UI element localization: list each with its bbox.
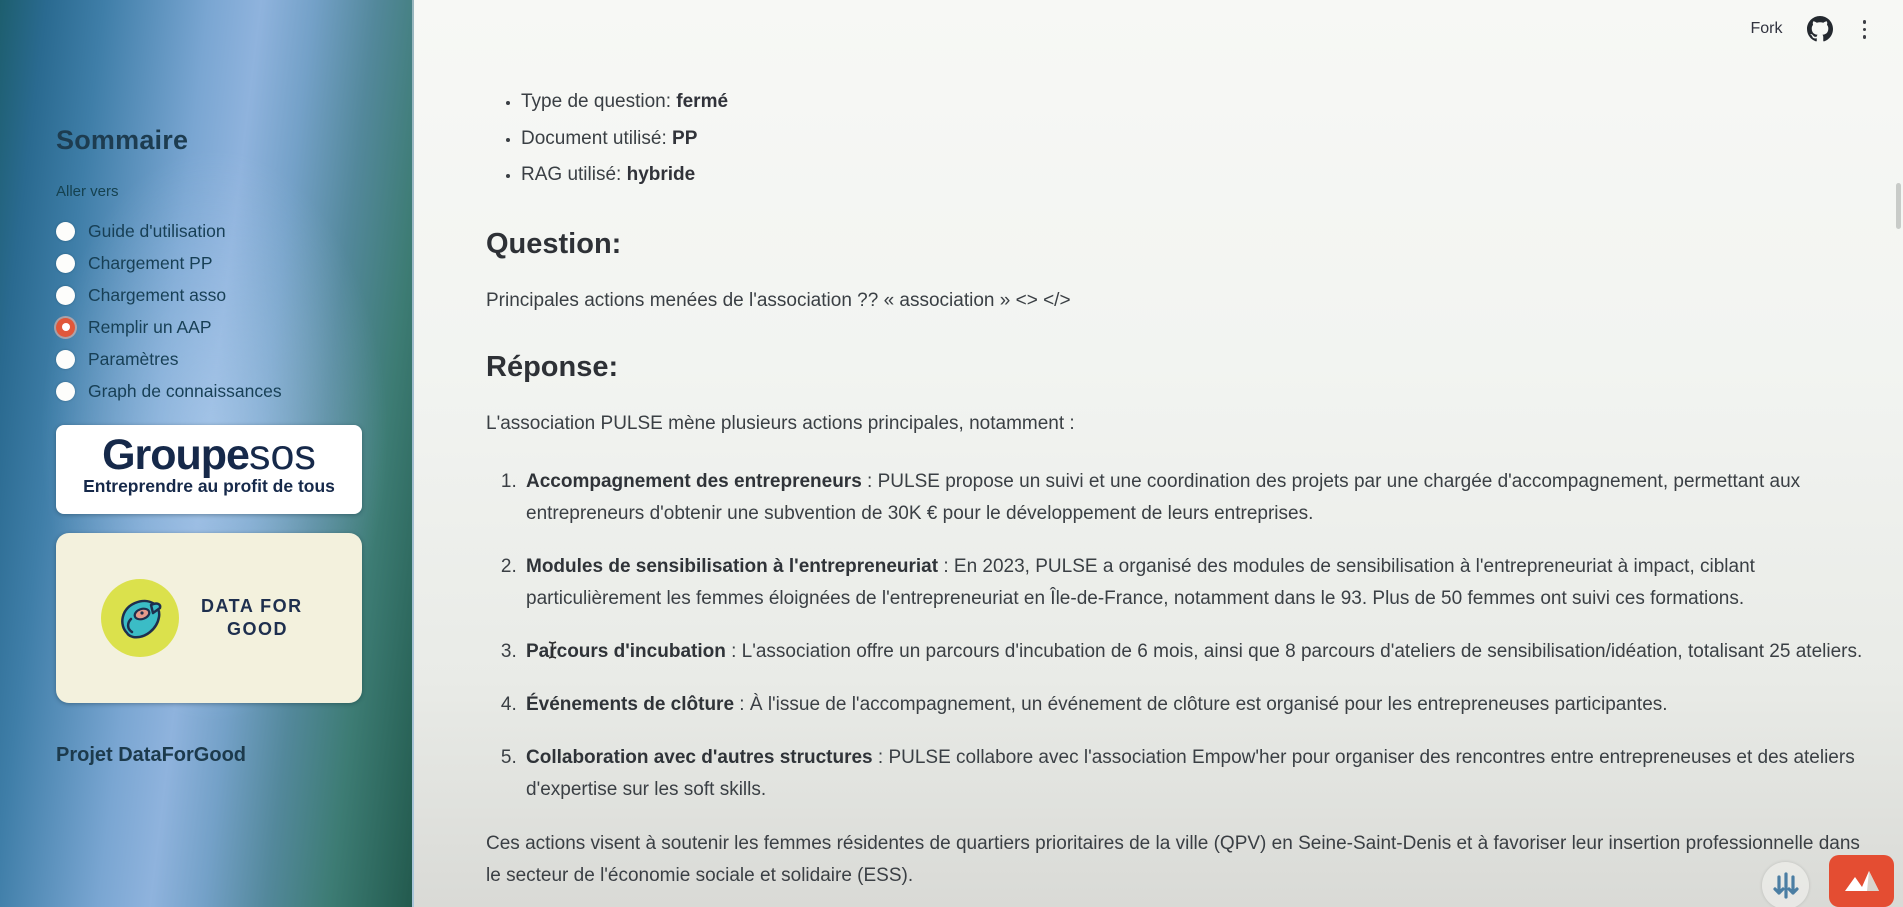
answer-list — [486, 466, 1871, 806]
answer-item-title: Accompagnement des entrepreneurs — [526, 470, 862, 492]
answer-item-4 — [522, 689, 1871, 721]
streamlit-badge-icon[interactable] — [1829, 855, 1894, 907]
answer-item-text: : En 2023, PULSE a organisé des modules de sensibilisation à l'entrepreneuriat à impact, ciblant particulièrement les femmes éloignées de l'entrepreneuriat en Île-de-France, notamment dans le 93. Plus de 50 femmes ont suivi ces formations. — [526, 555, 1755, 609]
sidebar-item-graph-de-connaissances[interactable] — [56, 375, 412, 407]
radio-group-label: Aller vers — [56, 183, 119, 200]
groupesos-name-light: sos — [248, 431, 316, 479]
dataforgood-bird-icon — [101, 579, 179, 657]
fork-button[interactable]: Fork — [1750, 20, 1783, 38]
answer-item-5 — [522, 742, 1871, 806]
answer-item-text: : À l'issue de l'accompagnement, un événement de clôture est organisé pour les entrepreneuses participantes. — [734, 693, 1668, 715]
sidebar-item-remplir-un-aap[interactable] — [56, 311, 412, 343]
meta-value: PP — [672, 127, 698, 149]
sidebar-item-guide-dutilisation[interactable] — [56, 215, 412, 247]
answer-item-text: : PULSE collabore avec l'association Empow'her pour organiser des rencontres entre entrepreneuses et des ateliers d'expertise sur les soft skills. — [526, 746, 1855, 800]
dataforgood-wordmark — [201, 595, 303, 641]
radio-icon[interactable] — [56, 286, 75, 305]
question-text: Principales actions menées de l'association ?? « association » <> </> — [486, 289, 1071, 311]
sidebar-item-label: Graph de connaissances — [88, 380, 282, 401]
radio-icon[interactable] — [56, 382, 75, 401]
overflow-menu-icon[interactable] — [1857, 16, 1873, 43]
question-meta-list — [486, 84, 1871, 194]
answer-heading: Réponse: — [486, 350, 619, 383]
answer-item-title: Événements de clôture — [526, 693, 735, 715]
sidebar-item-chargement-pp[interactable] — [56, 247, 412, 279]
meta-label: Document utilisé: — [521, 127, 673, 149]
app-toolbar — [1751, 16, 1873, 43]
answer-item-title: Parcours d'incubation — [526, 640, 726, 662]
answer-item-2 — [522, 551, 1871, 615]
dataforgood-line2: GOOD — [227, 619, 289, 639]
sidebar-item-label: Paramètres — [88, 348, 179, 369]
answer-item-3 — [522, 636, 1871, 668]
sidebar-item-label: Guide d'utilisation — [88, 220, 226, 241]
answer-intro: L'association PULSE mène plusieurs actions principales, notamment : — [486, 412, 1075, 434]
groupesos-logo-wordmark — [56, 431, 362, 479]
radio-icon[interactable] — [56, 222, 75, 241]
groupesos-tagline: Entreprendre au profit de tous — [83, 476, 335, 496]
groupesos-name-bold: Groupe — [102, 431, 249, 479]
answer-item-title: Collaboration avec d'autres structures — [526, 746, 873, 768]
answer-item-text: : L'association offre un parcours d'incubation de 6 mois, ainsi que 8 parcours d'ateliers de sensibilisation/idéation, totalisant 25 ateliers. — [725, 640, 1863, 662]
text-cursor-icon — [546, 640, 559, 660]
sidebar-footer-text: Projet DataForGood — [56, 744, 247, 766]
meta-item-document — [521, 121, 1871, 158]
answer-footer: Ces actions visent à soutenir les femmes résidentes de quartiers prioritaires de la ville (QPV) en Seine-Saint-Denis et à favoriser leur insertion professionnelle dans le secteur de l'économie sociale et solidaire (ESS). — [486, 832, 1860, 886]
meta-label: RAG utilisé: — [521, 164, 627, 185]
meta-label: Type de question: — [521, 91, 677, 112]
question-heading: Question: — [486, 227, 622, 260]
sidebar-item-label: Remplir un AAP — [88, 316, 212, 337]
sidebar-item-label: Chargement asso — [88, 284, 227, 305]
sidebar-item-parametres[interactable] — [56, 343, 412, 375]
radio-selected-icon[interactable] — [56, 318, 75, 337]
meta-item-type — [521, 84, 1871, 121]
sidebar — [0, 0, 414, 907]
dataforgood-logo — [56, 533, 362, 703]
radio-icon[interactable] — [56, 254, 75, 273]
nav-radio-group — [56, 215, 412, 407]
radio-icon[interactable] — [56, 350, 75, 369]
dataforgood-line1: DATA FOR — [201, 596, 303, 616]
groupesos-logo — [56, 425, 362, 514]
answer-item-title: Modules de sensibilisation à l'entrepreneuriat — [526, 555, 939, 577]
meta-value: fermé — [676, 91, 729, 112]
sidebar-title: Sommaire — [56, 125, 189, 155]
meta-value: hybride — [626, 164, 696, 185]
answer-item-1 — [522, 466, 1871, 530]
circular-app-badge-icon[interactable] — [1762, 862, 1809, 907]
vertical-scrollbar[interactable] — [1896, 183, 1901, 229]
answer-item-text: : PULSE propose un suivi et une coordination des projets par une chargée d'accompagnement, permettant aux entrepreneurs d'obtenir une subvention de 30K € pour le développement de leurs entreprises. — [526, 470, 1801, 524]
sidebar-item-label: Chargement PP — [88, 252, 213, 273]
meta-item-rag — [521, 157, 1871, 194]
github-icon[interactable] — [1807, 16, 1833, 42]
sidebar-item-chargement-asso[interactable] — [56, 279, 412, 311]
main-content — [416, 0, 1903, 907]
